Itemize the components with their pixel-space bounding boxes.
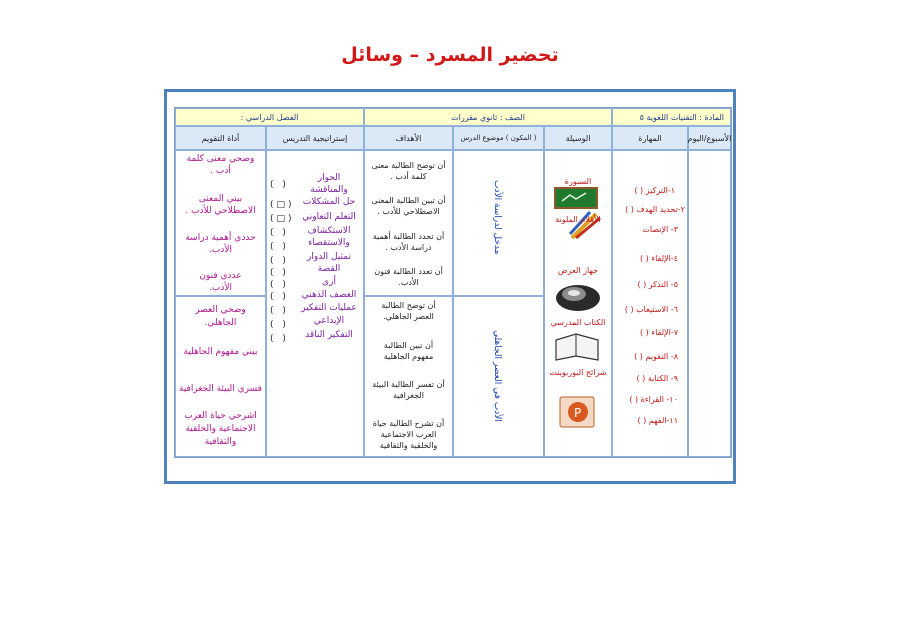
assessment-5a: وضحي العصر (195, 305, 246, 315)
objective-5a: أن توضح الطالبة (381, 301, 436, 310)
skill-2: ٢-تحديد الهدف ( ) (625, 205, 685, 214)
col-skill-label: المهارة (638, 133, 662, 143)
strategy-checkbox[interactable]: ( ) (270, 180, 289, 190)
objective-4a: أن تعدد الطالبة فنون (374, 267, 443, 276)
strategy-11: عمليات التفكير (301, 303, 357, 313)
assessment-4b: الأدب. (209, 283, 232, 293)
chalkboard-icon (554, 187, 598, 209)
objective-2b: الاصطلاحي للأدب . (377, 207, 440, 216)
assessment-7: فسري البيئة الجغرافية (179, 384, 262, 394)
strategy-checkbox[interactable]: (□) (270, 200, 295, 210)
col-skill (612, 126, 688, 150)
col-week-day (688, 126, 731, 150)
col-objectives (364, 126, 453, 150)
subject-cell (612, 108, 731, 126)
col-medium-label: الوسيلة (565, 133, 591, 143)
objective-3b: دراسة الأدب . (385, 243, 432, 252)
assessment-5b: الجاهلي. (204, 318, 237, 328)
strategy-10: العصف الذهني (301, 290, 357, 300)
strategy-8: القصة (317, 264, 341, 274)
strategy-checkbox[interactable]: ( ) (270, 320, 289, 330)
strategy-checkbox[interactable]: ( ) (270, 268, 289, 278)
col-strategy (266, 126, 364, 150)
assessment-3b: الأدب. (209, 245, 232, 255)
semester-cell (175, 108, 364, 126)
skill-6: ٦- الاستيعاب ( ) (624, 305, 678, 314)
strategy-7: تمثيل الدوار (307, 252, 351, 262)
strategy-4: التعلم التعاوني (302, 212, 356, 222)
strategy-checkbox[interactable]: ( ) (270, 256, 289, 266)
objective-7b: الجغرافية (393, 391, 424, 400)
page-title: تحضير المسرد – وسائل (341, 44, 559, 66)
book-icon (552, 330, 602, 364)
assessment-2a: بيني المعنى (198, 194, 243, 204)
assessment-3a: حددي أهمية دراسة (185, 233, 256, 243)
assessment-1a: وضحي معنى كلمة (186, 154, 255, 164)
strategy-9: أرى (322, 277, 336, 287)
assessment-8b: الاجتماعية والخلقية (185, 424, 256, 434)
skill-10: ١٠- القراءة ( ) (629, 395, 678, 404)
pens-label: الأقلام الملونة (555, 215, 601, 224)
strategy-13: التفكير الناقد (305, 330, 353, 340)
board-label: السبورة (564, 177, 592, 186)
col-medium (544, 126, 612, 150)
svg-text:P: P (574, 406, 582, 420)
col-objectives-label: الأهداف (395, 133, 422, 143)
objective-4b: الأدب. (398, 278, 419, 287)
col-week-day-label: الأسبوع/اليوم (687, 133, 732, 143)
strategy-checkbox[interactable]: ( ) (270, 280, 289, 290)
objective-2a: أن تبين الطالبة المعنى (371, 196, 446, 205)
strategy-checkbox[interactable]: ( ) (270, 292, 289, 302)
projector-icon (554, 278, 602, 314)
objective-6a: أن تبين الطالبة (383, 341, 434, 350)
objective-1a: أن توضح الطالبة معنى (371, 161, 446, 170)
strategy-checkbox[interactable]: ( ) (270, 228, 289, 238)
strategy-5: الاستكشاف (307, 226, 351, 236)
strategy-3: حل المشكلات (302, 197, 356, 207)
topic-2: الأدب في العصر الجاهلي (492, 330, 502, 422)
assessment-4a: عددي فنون (199, 271, 242, 281)
col-lesson-topic (453, 126, 544, 150)
strategy-2: والمناقشة (310, 185, 348, 195)
strategy-1: الحوار (317, 173, 341, 183)
skill-1: ١-التركيز ( ) (634, 186, 675, 195)
assessment-6: بيني مفهوم الجاهلية (183, 347, 258, 357)
objective-8c: والخلقية والثقافية (379, 441, 438, 450)
col-strategy-label: إستراتيجية التدريس (282, 133, 348, 143)
strategy-12: الإبداعي (313, 316, 345, 326)
assessment-8c: والثقافية (204, 437, 237, 447)
semester-label: الفصل الدراسي : (240, 112, 299, 122)
objective-8a: أن تشرح الطالبة حياة (372, 419, 445, 428)
col-assessment (175, 126, 266, 150)
skill-5: ٥- التذكر ( ) (637, 280, 678, 289)
col-assessment-label: أداة التقويم (201, 133, 240, 143)
col-lesson-topic-label: ( المكون ) موضوع الدرس (460, 134, 537, 142)
grade-cell (364, 108, 612, 126)
objective-3a: أن تحدد الطالبة أهمية (372, 232, 445, 241)
subject-label: المادة : التقنيات اللغوية ٥ (639, 112, 724, 122)
objective-1b: كلمة أدب . (390, 172, 427, 181)
slides-label: شرائح البوربوينت (549, 368, 607, 377)
strategy-checkbox[interactable]: ( ) (270, 242, 289, 252)
skill-11: ١١-الفهم ( ) (637, 416, 678, 425)
topic-1: مدخل لدراسة الأدب (492, 180, 502, 255)
objective-7a: أن تفسر الطالبة البيئة (372, 380, 445, 389)
skill-8: ٨- التقويم ( ) (634, 352, 678, 361)
assessment-2b: الاصطلاحي للأدب . (185, 206, 256, 216)
objective-6b: مفهوم الجاهلية (383, 352, 434, 361)
skill-3: ٣- الإنصات (642, 225, 678, 234)
powerpoint-icon (558, 395, 596, 429)
objective-5b: العصر الجاهلي. (383, 312, 434, 321)
grade-label: الصف : ثانوي مقررات (451, 112, 525, 122)
book-label: الكتاب المدرسي (550, 318, 606, 327)
strategy-checkbox[interactable]: ( ) (270, 306, 289, 316)
week-day-column (688, 150, 731, 457)
strategy-checkbox[interactable]: (□) (270, 214, 295, 224)
assessment-1b: أدب . (210, 166, 231, 176)
skill-9: ٩- الكتابة ( ) (636, 374, 678, 383)
skill-7: ٧-الإلقاء ( ) (640, 328, 678, 337)
objective-8b: العرب الاجتماعية (380, 430, 437, 439)
strategy-6: والاستقصاء (308, 238, 350, 248)
skill-4: ٤-الإلقاء ( ) (640, 254, 678, 263)
assessment-8a: اشرحي حياة العرب (184, 411, 257, 421)
strategy-checkbox[interactable]: ( ) (270, 334, 289, 344)
projector-label: جهاز العرض (557, 266, 599, 275)
